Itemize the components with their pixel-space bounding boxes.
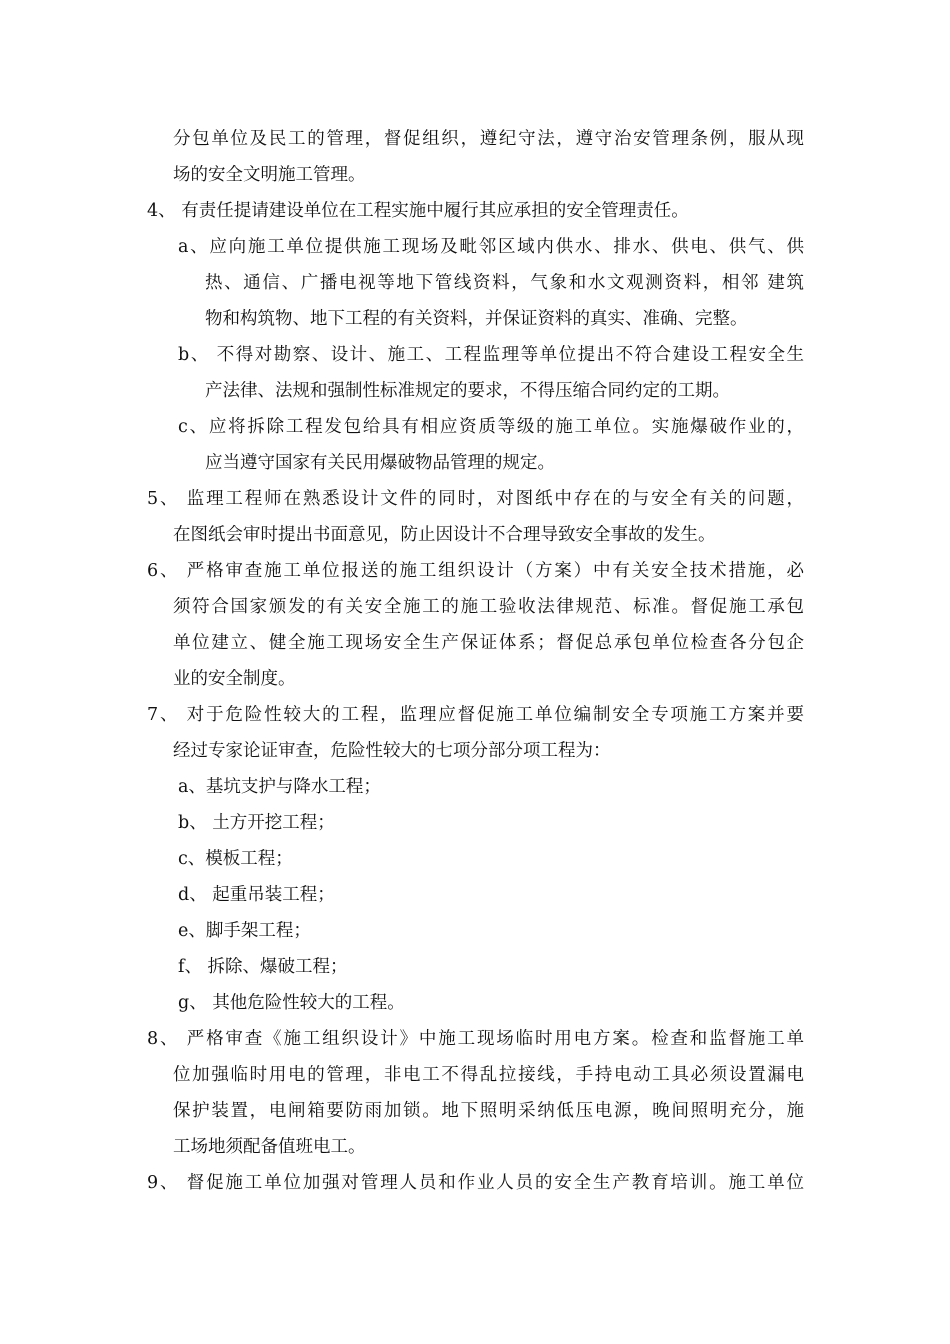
text-line: b、 土方开挖工程； [178, 813, 335, 833]
text-line: g、 其他危险性较大的工程。 [178, 993, 405, 1013]
text-line: 产法律、法规和强制性标准规定的要求，不得压缩合同约定的工期。 [205, 381, 730, 401]
text-line: 保护装置，电闸箱要防雨加锁。地下照明采纳低压电源，晚间照明充分，施 [173, 1101, 804, 1121]
text-line: 分包单位及民工的管理，督促组织，遵纪守法，遵守治安管理条例，服从现 [173, 129, 804, 149]
text-line: 6、 严格审查施工单位报送的施工组织设计（方案）中有关安全技术措施，必 [147, 561, 804, 581]
text-line: 8、 严格审查《施工组织设计》中施工现场临时用电方案。检查和监督施工单 [147, 1029, 804, 1049]
text-line: 场的安全文明施工管理。 [173, 165, 366, 185]
text-line: b、 不得对勘察、设计、施工、工程监理等单位提出不符合建设工程安全生 [178, 345, 804, 365]
text-line: 4、 有责任提请建设单位在工程实施中履行其应承担的安全管理责任。 [147, 201, 689, 221]
text-line: 应当遵守国家有关民用爆破物品管理的规定。 [205, 453, 555, 473]
text-line: 7、 对于危险性较大的工程，监理应督促施工单位编制安全专项施工方案并要 [147, 705, 804, 725]
text-line: 在图纸会审时提出书面意见，防止因设计不合理导致安全事故的发生。 [173, 525, 716, 545]
text-line: 工场地须配备值班电工。 [173, 1137, 366, 1157]
text-line: a、基坑支护与降水工程； [178, 777, 381, 797]
text-line: 物和构筑物、地下工程的有关资料，并保证资料的真实、准确、完整。 [205, 309, 748, 329]
text-line: 位加强临时用电的管理，非电工不得乱拉接线，手持电动工具必须设置漏电 [173, 1065, 804, 1085]
text-line: f、 拆除、爆破工程； [178, 957, 348, 977]
text-line: c、应将拆除工程发包给具有相应资质等级的施工单位。实施爆破作业的， [178, 417, 804, 437]
text-line: 9、 督促施工单位加强对管理人员和作业人员的安全生产教育培训。施工单位 [147, 1173, 804, 1193]
text-line: d、 起重吊装工程； [178, 885, 335, 905]
text-line: a、应向施工单位提供施工现场及毗邻区域内供水、排水、供电、供气、供 [178, 237, 804, 257]
text-line: 热、通信、广播电视等地下管线资料，气象和水文观测资料，相邻 建筑 [205, 273, 804, 293]
text-line: 业的安全制度。 [173, 669, 296, 689]
text-line: 须符合国家颁发的有关安全施工的施工验收法律规范、标准。督促施工承包 [173, 597, 804, 617]
text-line: 单位建立、健全施工现场安全生产保证体系；督促总承包单位检查各分包企 [173, 633, 804, 653]
text-line: 经过专家论证审查，危险性较大的七项分部分项工程为： [173, 741, 611, 761]
text-line: e、脚手架工程； [178, 921, 311, 941]
text-line: 5、 监理工程师在熟悉设计文件的同时，对图纸中存在的与安全有关的问题， [147, 489, 804, 509]
text-line: c、模板工程； [178, 849, 293, 869]
